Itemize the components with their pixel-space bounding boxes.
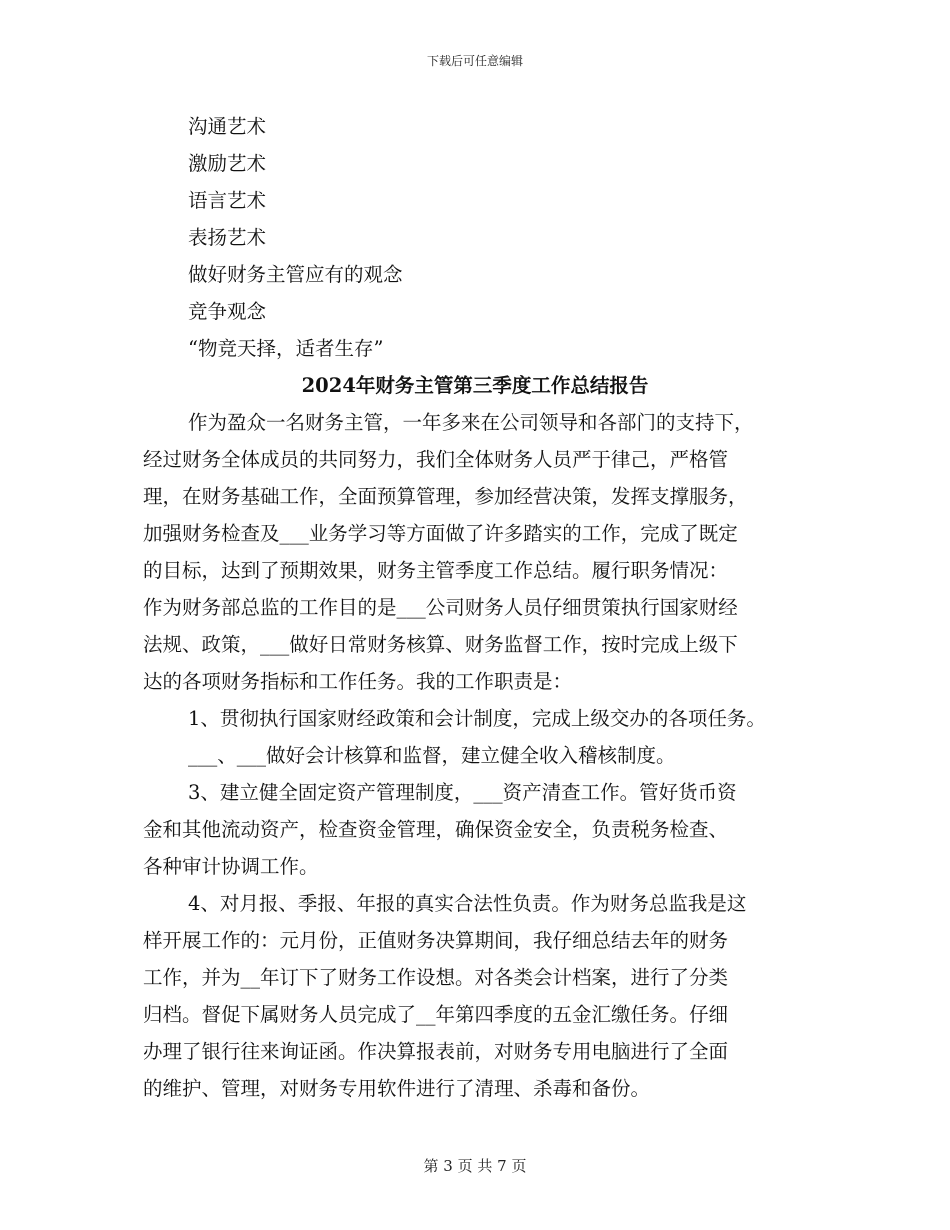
list-item: 表扬艺术 (188, 226, 267, 249)
paragraph-line: 金和其他流动资产，检查资金管理，确保资金安全，负责税务检查、 (143, 818, 729, 841)
paragraph-line: 1、贯彻执行国家财经政策和会计制度，完成上级交办的各项任务。 (188, 707, 766, 730)
paragraph-line: 4、对月报、季报、年报的真实合法性负责。作为财务总监我是这 (188, 892, 747, 915)
paragraph-line: 各种审计协调工作。 (143, 855, 319, 878)
list-item: “物竞天择，适者生存” (188, 337, 384, 360)
paragraph-line: 经过财务全体成员的共同努力，我们全体财务人员严于律己，严格管 (143, 448, 729, 471)
paragraph-line: 的维护、管理，对财务专用软件进行了清理、杀毒和备份。 (143, 1077, 651, 1100)
paragraph-line: 的目标，达到了预期效果，财务主管季度工作总结。履行职务情况： (143, 559, 729, 582)
paragraph-line: 法规、政策，___做好日常财务核算、财务监督工作，按时完成上级下 (143, 633, 738, 656)
page-header: 下载后可任意编辑 (426, 54, 523, 68)
paragraph-line: 理，在财务基础工作，全面预算管理，参加经营决策，发挥支撑服务， (143, 485, 748, 508)
list-item: 竞争观念 (188, 300, 267, 323)
list-item: 沟通艺术 (188, 115, 267, 138)
paragraph-line: 样开展工作的：元月份，正值财务决算期间，我仔细总结去年的财务 (143, 929, 729, 952)
paragraph-line: 归档。督促下属财务人员完成了__年第四季度的五金汇缴任务。仔细 (143, 1003, 729, 1026)
document-title: 2024年财务主管第三季度工作总结报告 (301, 374, 649, 397)
paragraph-line: 工作，并为__年订下了财务工作设想。对各类会计档案，进行了分类 (143, 966, 729, 989)
paragraph-line: 加强财务检查及___业务学习等方面做了许多踏实的工作，完成了既定 (143, 522, 738, 545)
page-number: 第 3 页 共 7 页 (423, 1157, 527, 1175)
list-item: 语言艺术 (188, 189, 267, 212)
paragraph-line: 作为财务部总监的工作目的是___公司财务人员仔细贯策执行国家财经 (143, 596, 738, 619)
paragraph-line: 作为盈众一名财务主管，一年多来在公司领导和各部门的支持下， (188, 411, 754, 434)
list-item: 激励艺术 (188, 152, 267, 175)
paragraph-line: 3、建立健全固定资产管理制度，___资产清查工作。管好货币资 (188, 781, 737, 804)
paragraph-line: 达的各项财务指标和工作任务。我的工作职责是： (143, 670, 573, 693)
paragraph-line: ___、___做好会计核算和监督，建立健全收入稽核制度。 (188, 744, 676, 767)
paragraph-line: 办理了银行往来询证函。作决算报表前，对财务专用电脑进行了全面 (143, 1040, 729, 1063)
list-item: 做好财务主管应有的观念 (188, 263, 403, 286)
